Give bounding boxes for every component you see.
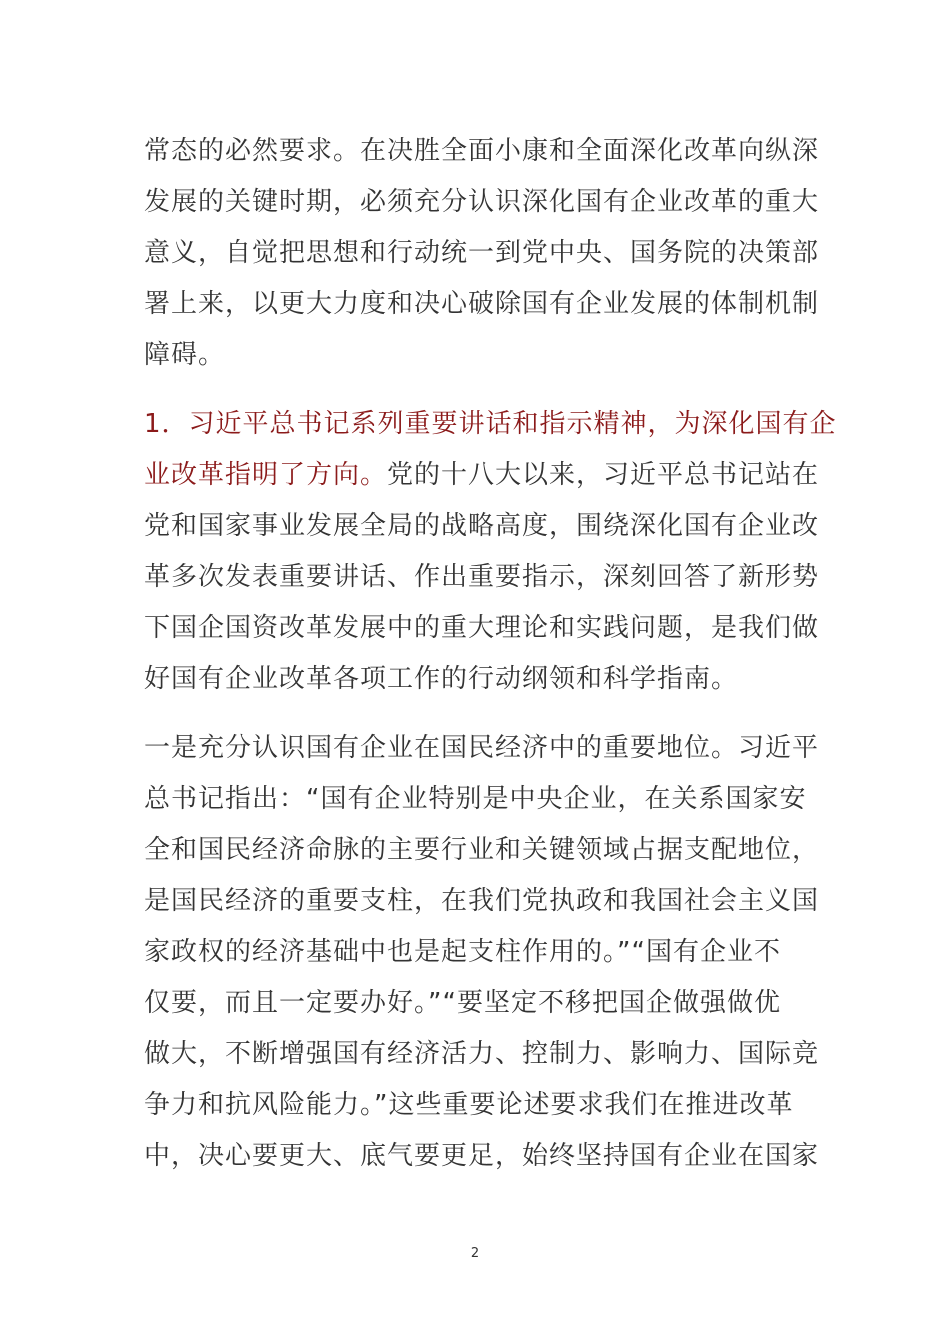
- text-line: 好国有企业改革各项工作的行动纲领和科学指南。: [144, 664, 739, 694]
- text-line: 常态的必然要求。在决胜全面小康和全面深化改革向纵深: [144, 136, 820, 166]
- text-line: [144, 450, 820, 501]
- text-line: 家政权的经济基础中也是起支柱作用的。”“国有企业不: [144, 937, 781, 967]
- text-line: 下国企国资改革发展中的重大理论和实践问题，是我们做: [144, 613, 820, 643]
- text-line: 中，决心要更大、底气要更足，始终坚持国有企业在国家: [144, 1141, 820, 1171]
- text-line: 署上来，以更大力度和决心破除国有企业发展的体制机制: [144, 289, 820, 319]
- text-line: 全和国民经济命脉的主要行业和关键领域占据支配地位，: [144, 835, 820, 865]
- text-line: 革多次发表重要讲话、作出重要指示，深刻回答了新形势: [144, 562, 820, 592]
- text-line-rest: 党的十八大以来，习近平总书记站在: [387, 460, 820, 490]
- section-heading: 1．习近平总书记系列重要讲话和指示精神，为深化国有企: [144, 409, 837, 439]
- paragraph-reform-significance: [144, 126, 820, 381]
- text-line: 党和国家事业发展全局的战略高度，围绕深化国有企业改: [144, 511, 820, 541]
- text-line: 发展的关键时期，必须充分认识深化国有企业改革的重大: [144, 187, 820, 217]
- text-line: 一是充分认识国有企业在国民经济中的重要地位。习近平: [144, 733, 820, 763]
- section-heading-continued: 业改革指明了方向。: [144, 460, 388, 490]
- text-line: 意义，自觉把思想和行动统一到党中央、国务院的决策部: [144, 238, 820, 268]
- text-line: 是国民经济的重要支柱，在我们党执政和我国社会主义国: [144, 886, 820, 916]
- text-line: 障碍。: [144, 340, 226, 370]
- paragraph-important-status: [144, 723, 820, 1182]
- page-number: 2: [470, 1246, 480, 1261]
- paragraph-section-1: [144, 399, 837, 705]
- text-line: 总书记指出：“国有企业特别是中央企业，在关系国家安: [144, 784, 807, 814]
- text-line: 仅要，而且一定要办好。”“要坚定不移把国企做强做优: [144, 988, 781, 1018]
- text-line: 争力和抗风险能力。”这些重要论述要求我们在推进改革: [144, 1090, 794, 1120]
- text-line: 做大，不断增强国有经济活力、控制力、影响力、国际竞: [144, 1039, 820, 1069]
